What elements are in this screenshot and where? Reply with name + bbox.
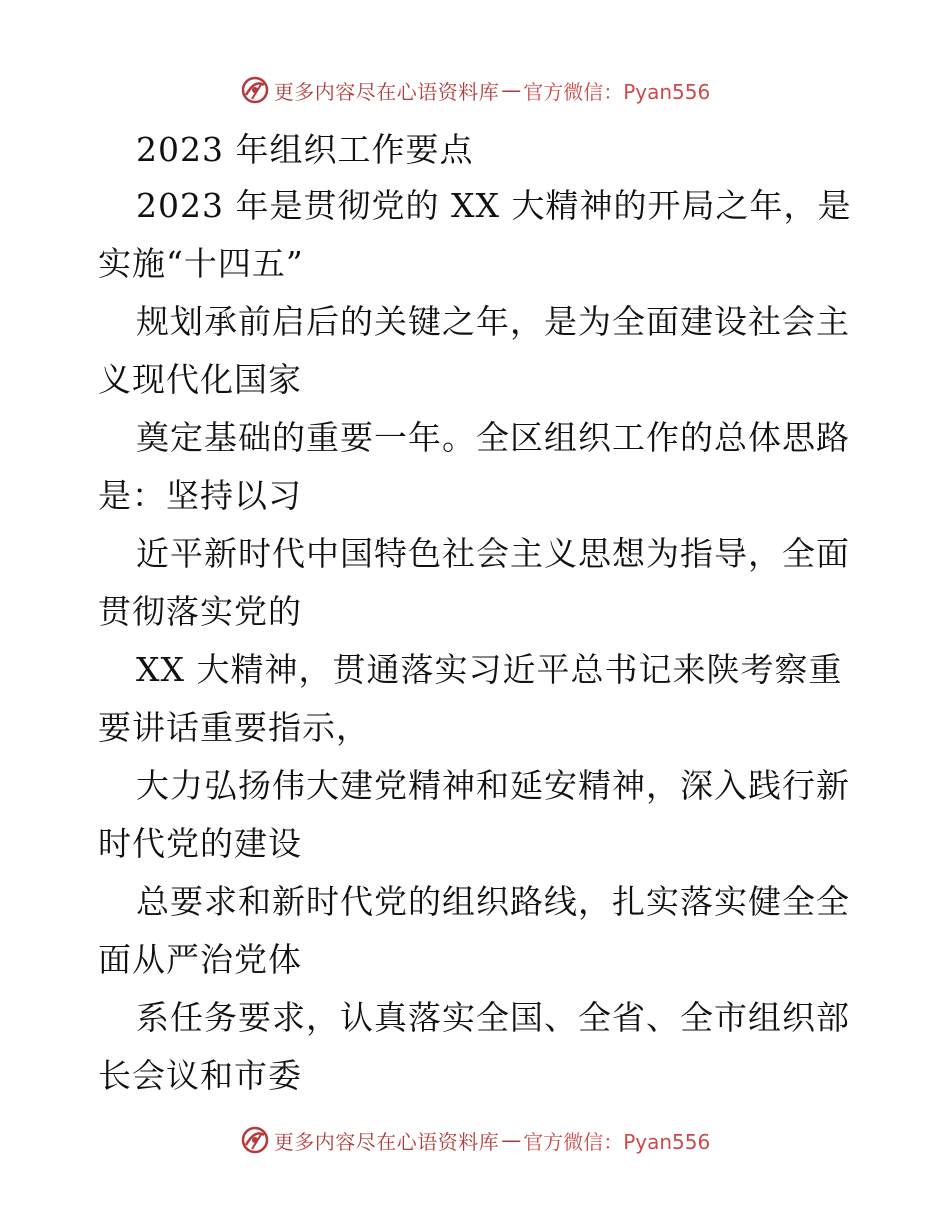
paragraph-line: 长会议和市委 <box>98 1056 302 1095</box>
paragraph-line: 规划承前启后的关键之年，是为全面建设社会主 <box>136 302 850 341</box>
paragraph-line: 系任务要求，认真落实全国、全省、全市组织部 <box>136 998 850 1037</box>
watermark-dash: — <box>501 78 522 102</box>
paragraph-line: 大力弘扬伟大建党精神和延安精神，深入践行新 <box>136 766 850 805</box>
watermark-text: 更多内容尽在心语资料库 <box>273 1129 500 1154</box>
document-title: 2023 年组织工作要点 <box>136 130 474 169</box>
paragraph-line: 实施“十四五” <box>98 244 304 283</box>
paragraph-line: 是：坚持以习 <box>98 476 302 515</box>
paragraph-line: 义现代化国家 <box>98 360 302 399</box>
paragraph-line: 总要求和新时代党的组织路线，扎实落实健全全 <box>136 882 850 921</box>
header-watermark-banner <box>0 70 950 110</box>
paragraph-line: 近平新时代中国特色社会主义思想为指导，全面 <box>136 534 850 573</box>
paragraph-line: 面从严治党体 <box>98 940 302 979</box>
footer-watermark-banner <box>0 1120 950 1160</box>
watermark-wechat: 官方微信：Pyan556 <box>523 79 711 104</box>
paragraph-line: 2023 年是贯彻党的 XX 大精神的开局之年，是 <box>136 186 852 225</box>
paragraph-line: 要讲话重要指示， <box>98 708 370 747</box>
watermark-wechat: 官方微信：Pyan556 <box>523 1129 711 1154</box>
paragraph-line: 时代党的建设 <box>98 824 302 863</box>
watermark-dash: — <box>501 1128 522 1152</box>
watermark-logo-icon <box>240 1125 270 1155</box>
paragraph-line: 贯彻落实党的 <box>98 592 302 631</box>
paragraph-line: XX 大精神，贯通落实习近平总书记来陕考察重 <box>136 650 843 689</box>
paragraph-line: 奠定基础的重要一年。全区组织工作的总体思路 <box>136 418 850 457</box>
watermark-text: 更多内容尽在心语资料库 <box>273 79 500 104</box>
watermark-logo-icon <box>240 75 270 105</box>
